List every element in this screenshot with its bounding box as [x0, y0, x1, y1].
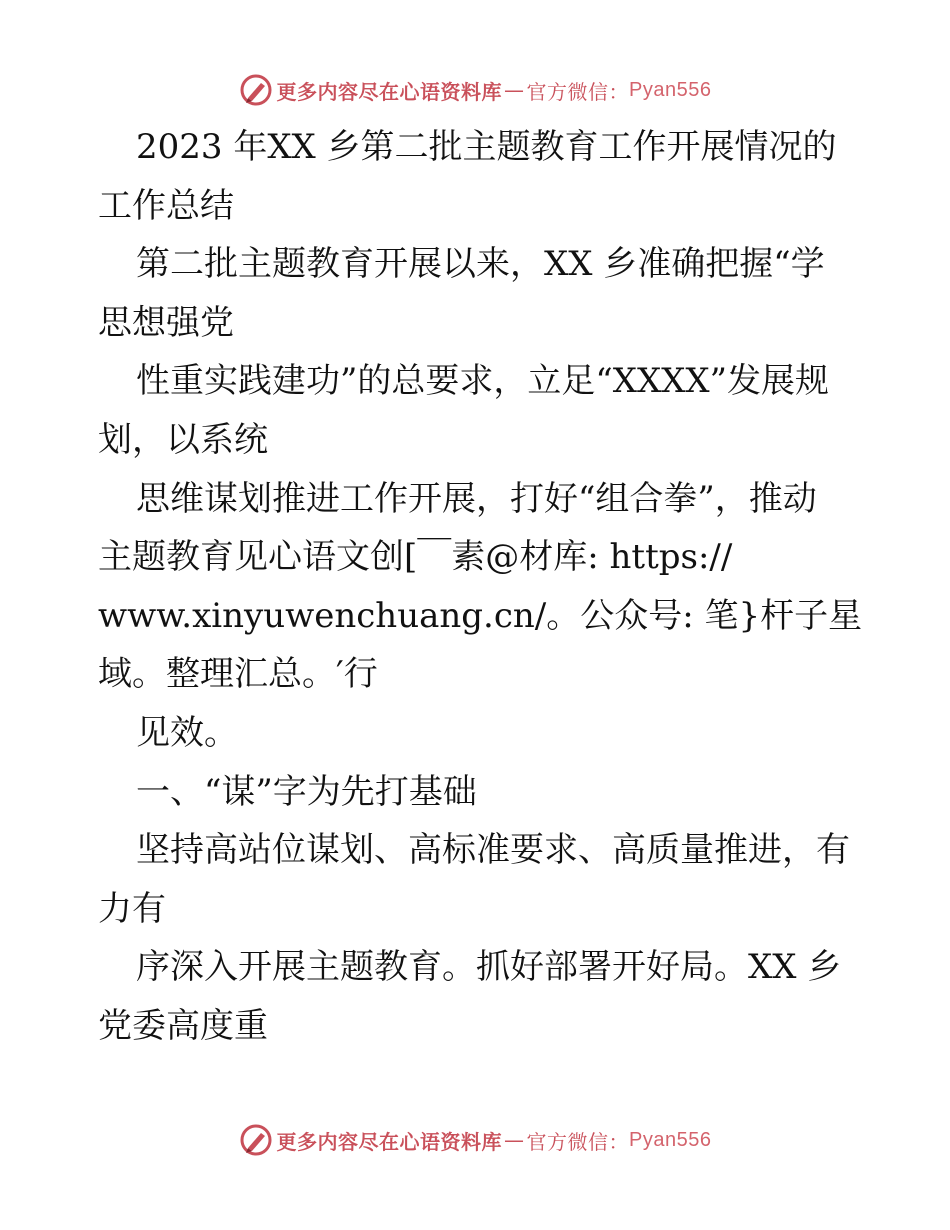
- paragraph-line: 序深入开展主题教育。抓好部署开好局。XX 乡: [136, 947, 842, 988]
- paragraph-line: 思维谋划推进工作开展，打好“组合拳”，推动: [136, 478, 817, 519]
- pen-logo-icon: [239, 73, 273, 107]
- paragraph-line: 力有: [98, 888, 166, 929]
- watermark-brand: 更多内容尽在心语资料库: [276, 79, 503, 104]
- title-line-1: 2023 年XX 乡第二批主题教育工作开展情况的: [136, 127, 837, 167]
- paragraph-line: 主题教育见心语文创[￣素@材库: https://: [98, 537, 733, 578]
- watermark-id: Pyan556: [629, 78, 712, 101]
- paragraph-line: www.xinyuwenchuang.cn/。公众号: 笔}杆子星: [98, 595, 863, 636]
- paragraph-line: 域。整理汇总。′行: [98, 654, 378, 695]
- paragraph-line: 性重实践建功”的总要求，立足“XXXX”发展规: [136, 361, 829, 402]
- watermark-brand: 更多内容尽在心语资料库: [276, 1129, 503, 1154]
- watermark-separator: —: [504, 1128, 525, 1152]
- watermark-sub: 官方微信：: [526, 79, 630, 104]
- header-watermark: [0, 70, 950, 110]
- paragraph-line: 坚持高站位谋划、高标准要求、高质量推进，有: [136, 830, 850, 871]
- paragraph-line: 党委高度重: [98, 1005, 268, 1046]
- footer-watermark: [0, 1120, 950, 1160]
- paragraph-line: 见效。: [136, 712, 238, 753]
- paragraph-line: 划，以系统: [98, 419, 268, 460]
- paragraph-line: 思想强党: [98, 302, 234, 343]
- title-line-2: 工作总结: [98, 185, 234, 226]
- section-heading: 一、“谋”字为先打基础: [136, 771, 477, 812]
- pen-logo-icon: [239, 1123, 273, 1157]
- watermark-id: Pyan556: [629, 1128, 712, 1151]
- watermark-sub: 官方微信：: [526, 1129, 630, 1154]
- watermark-separator: —: [504, 78, 525, 102]
- document-body: [98, 118, 868, 1056]
- paragraph-line: 第二批主题教育开展以来，XX 乡准确把握“学: [136, 244, 825, 285]
